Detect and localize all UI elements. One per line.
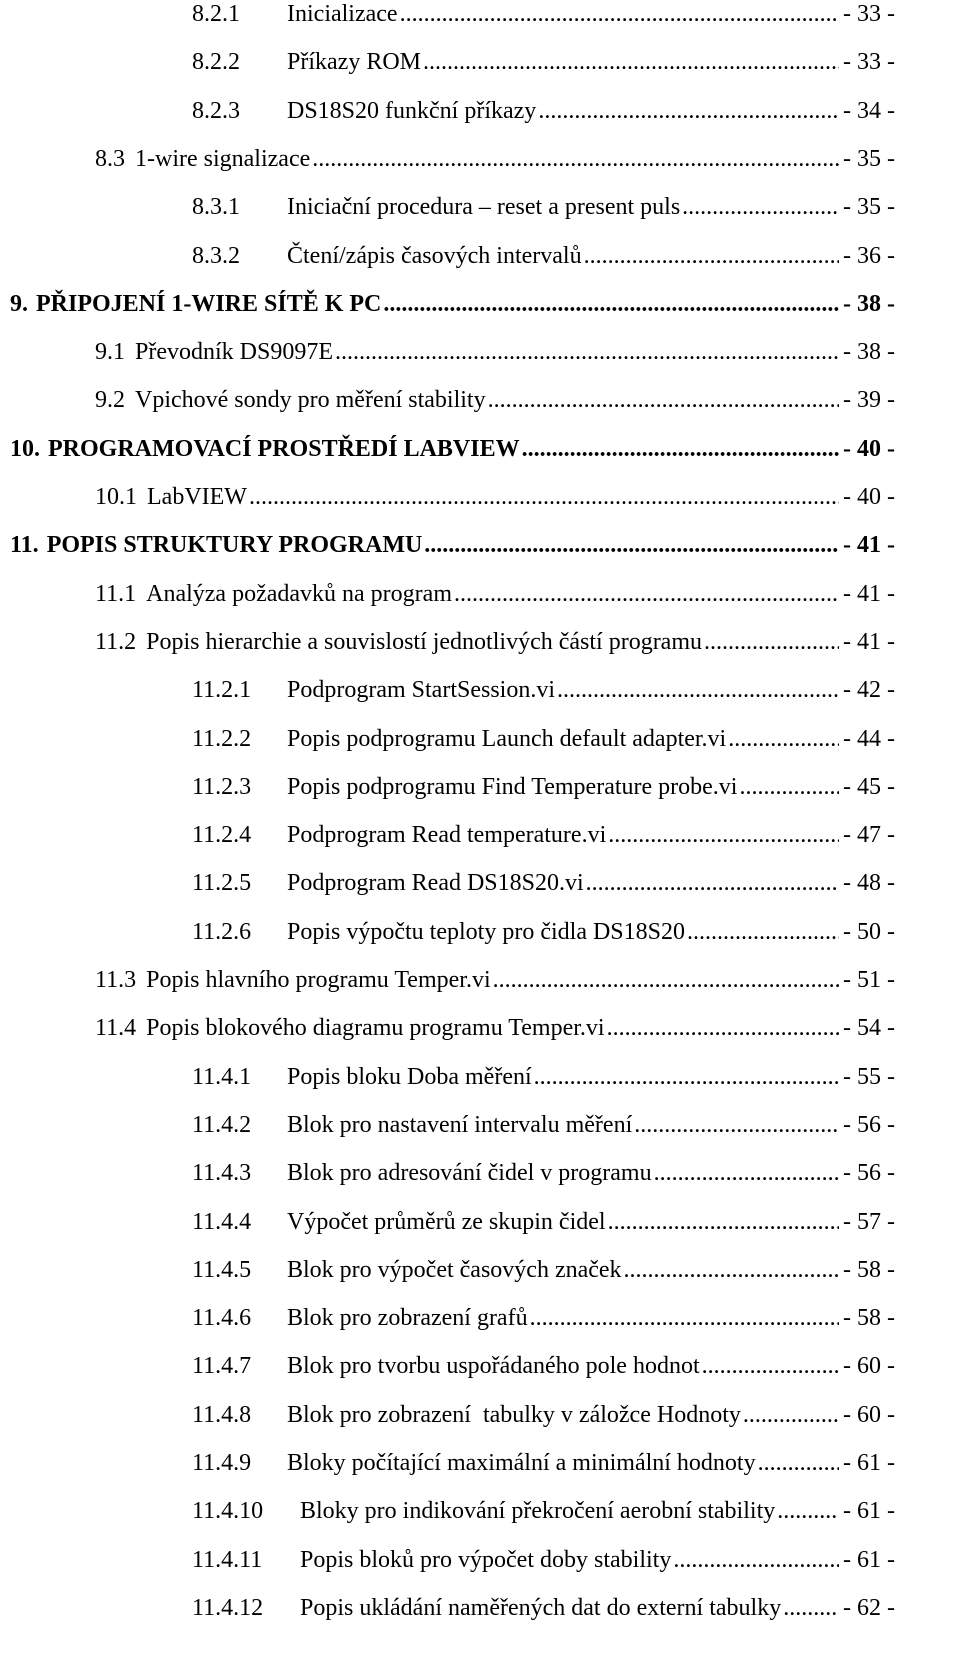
toc-entry[interactable] bbox=[95, 384, 895, 416]
toc-entry[interactable] bbox=[95, 626, 895, 658]
toc-entry-title: 1-wire signalizace bbox=[135, 145, 311, 172]
toc-entry-number: 11.4.12 bbox=[192, 1594, 264, 1621]
toc-leader-dots bbox=[530, 1302, 839, 1334]
toc-entry-page: - 56 - bbox=[843, 1160, 895, 1187]
toc-entry-title: Iniciační procedura – reset a present puls bbox=[287, 194, 681, 221]
toc-entry-number: 8.2.1 bbox=[192, 1, 240, 27]
toc-entry-number: 11.4.2 bbox=[192, 1111, 252, 1138]
toc-entry[interactable] bbox=[192, 1544, 895, 1576]
toc-entry-title: Podprogram StartSession.vi bbox=[287, 677, 555, 704]
toc-entry-page: - 47 - bbox=[843, 822, 895, 849]
toc-leader-dots bbox=[586, 867, 839, 899]
toc-entry[interactable] bbox=[192, 1592, 895, 1624]
toc-entry-number: 11. bbox=[10, 532, 39, 559]
toc-entry-title: Bloky pro indikování překročení aerobní stability bbox=[300, 1498, 776, 1525]
toc-entry[interactable] bbox=[192, 0, 895, 30]
toc-leader-dots bbox=[400, 0, 839, 30]
toc-entry[interactable] bbox=[192, 771, 895, 803]
toc-entry-number: 8.3 bbox=[95, 145, 125, 172]
toc-entry-number: 11.3 bbox=[95, 967, 137, 993]
toc-entry-page: - 42 - bbox=[843, 677, 895, 704]
toc-entry-page: - 41 - bbox=[843, 532, 895, 559]
toc-leader-dots bbox=[728, 723, 839, 755]
toc-entry-title: Analýza požadavků na program bbox=[146, 580, 452, 607]
toc-leader-dots bbox=[654, 1157, 839, 1189]
toc-entry-title: Popis podprogramu Launch default adapter.vi bbox=[287, 725, 727, 752]
toc-entry[interactable] bbox=[192, 1061, 895, 1093]
toc-entry-page: - 33 - bbox=[843, 1, 895, 27]
toc-entry-page: - 38 - bbox=[843, 339, 895, 366]
toc-entry-title: LabVIEW bbox=[147, 484, 247, 510]
toc-entry-title: Popis výpočtu teploty pro čidla DS18S20 bbox=[287, 918, 685, 945]
toc-entry-title: POPIS STRUKTURY PROGRAMU bbox=[46, 532, 423, 559]
toc-leader-dots bbox=[493, 964, 839, 996]
toc-leader-dots bbox=[739, 771, 839, 803]
toc-entry-number: 11.4.5 bbox=[192, 1256, 252, 1283]
toc-entry-title: PŘIPOJENÍ 1-WIRE SÍTĚ K PC bbox=[36, 290, 382, 317]
toc-entry-page: - 50 - bbox=[843, 918, 895, 945]
toc-entry-page: - 60 - bbox=[843, 1401, 895, 1428]
toc-entry[interactable] bbox=[192, 1495, 895, 1527]
toc-entry-page: - 33 - bbox=[843, 49, 895, 76]
toc-entry-number: 11.1 bbox=[95, 580, 137, 607]
toc-entry-page: - 62 - bbox=[843, 1594, 895, 1621]
toc-entry[interactable] bbox=[192, 819, 895, 851]
toc-entry-page: - 41 - bbox=[843, 628, 895, 655]
toc-entry-title: Blok pro tvorbu uspořádaného pole hodnot bbox=[287, 1353, 700, 1380]
toc-entry[interactable] bbox=[95, 143, 895, 175]
toc-entry[interactable] bbox=[192, 674, 895, 706]
toc-entry[interactable] bbox=[192, 1109, 895, 1141]
toc-entry-title: Blok pro zobrazení tabulky v záložce Hodnoty bbox=[287, 1401, 741, 1428]
toc-entry-number: 9.2 bbox=[95, 387, 125, 414]
toc-entry-number: 8.2.3 bbox=[192, 97, 240, 124]
toc-entry-page: - 54 - bbox=[843, 1015, 895, 1042]
toc-entry[interactable] bbox=[192, 723, 895, 755]
toc-entry-page: - 44 - bbox=[843, 725, 895, 752]
toc-leader-dots bbox=[704, 626, 839, 658]
toc-leader-dots bbox=[534, 1061, 839, 1093]
toc-entry-page: - 39 - bbox=[843, 387, 895, 414]
toc-entry[interactable] bbox=[192, 1157, 895, 1189]
toc-entry-number: 11.4.3 bbox=[192, 1160, 252, 1187]
toc-entry-title: Podprogram Read DS18S20.vi bbox=[287, 870, 584, 897]
toc-entry-number: 11.4 bbox=[95, 1015, 137, 1042]
toc-entry-number: 11.2.1 bbox=[192, 677, 252, 704]
toc-leader-dots bbox=[488, 384, 839, 416]
toc-entry-number: 11.4.9 bbox=[192, 1450, 252, 1476]
toc-entry-number: 11.4.1 bbox=[192, 1063, 252, 1090]
toc-entry-page: - 35 - bbox=[843, 145, 895, 172]
toc-entry[interactable] bbox=[10, 529, 895, 561]
toc-leader-dots bbox=[687, 916, 839, 948]
toc-entry-page: - 58 - bbox=[843, 1256, 895, 1283]
toc-entry-page: - 56 - bbox=[843, 1111, 895, 1138]
toc-entry-number: 11.4.8 bbox=[192, 1401, 252, 1428]
toc-entry-title: Popis ukládání naměřených dat do externí tabulky bbox=[300, 1594, 782, 1621]
toc-entry[interactable] bbox=[95, 1012, 895, 1044]
toc-entry-number: 11.2.5 bbox=[192, 870, 252, 897]
toc-entry-page: - 41 - bbox=[843, 580, 895, 607]
toc-leader-dots bbox=[624, 1254, 839, 1286]
toc-entry[interactable] bbox=[10, 288, 895, 320]
toc-leader-dots bbox=[673, 1544, 839, 1576]
toc-entry[interactable] bbox=[192, 1447, 895, 1479]
toc-leader-dots bbox=[607, 1012, 839, 1044]
toc-entry-page: - 36 - bbox=[843, 242, 895, 269]
toc-leader-dots bbox=[777, 1495, 839, 1527]
toc-leader-dots bbox=[538, 95, 839, 127]
toc-leader-dots bbox=[383, 288, 839, 320]
toc-entry-title: Inicializace bbox=[287, 1, 398, 27]
toc-entry-page: - 40 - bbox=[843, 435, 895, 462]
toc-entry-number: 8.3.2 bbox=[192, 242, 240, 269]
toc-entry-number: 10.1 bbox=[95, 484, 137, 510]
toc-entry-title: DS18S20 funkční příkazy bbox=[287, 97, 537, 124]
toc-entry[interactable] bbox=[95, 336, 895, 368]
toc-leader-dots bbox=[557, 674, 839, 706]
toc-entry-page: - 58 - bbox=[843, 1305, 895, 1332]
toc-entry-page: - 40 - bbox=[843, 484, 895, 510]
toc-entry-number: 11.4.10 bbox=[192, 1498, 264, 1525]
toc-entry[interactable] bbox=[192, 1254, 895, 1286]
toc-entry-page: - 61 - bbox=[843, 1450, 895, 1476]
toc-leader-dots bbox=[335, 336, 839, 368]
toc-entry[interactable] bbox=[192, 240, 895, 272]
toc-entry-number: 11.4.6 bbox=[192, 1305, 252, 1332]
toc-entry-page: - 51 - bbox=[843, 967, 895, 993]
toc-entry-title: Podprogram Read temperature.vi bbox=[287, 822, 607, 849]
toc-leader-dots bbox=[682, 191, 839, 223]
toc-entry-title: Blok pro výpočet časových značek bbox=[287, 1256, 622, 1283]
toc-entry[interactable] bbox=[10, 433, 895, 465]
toc-entry-page: - 48 - bbox=[843, 870, 895, 897]
toc-leader-dots bbox=[584, 240, 839, 272]
toc-entry-title: Bloky počítající maximální a minimální hodnoty bbox=[287, 1450, 756, 1476]
toc-entry-title: Převodník DS9097E bbox=[135, 339, 333, 366]
toc-leader-dots bbox=[783, 1592, 839, 1624]
toc-entry-number: 9.1 bbox=[95, 339, 125, 366]
toc-leader-dots bbox=[522, 433, 839, 465]
toc-leader-dots bbox=[423, 46, 839, 78]
toc-entry[interactable] bbox=[192, 95, 895, 127]
toc-entry-number: 11.4.7 bbox=[192, 1353, 252, 1380]
toc-entry-page: - 60 - bbox=[843, 1353, 895, 1380]
toc-leader-dots bbox=[608, 819, 839, 851]
toc-entry-number: 11.2.3 bbox=[192, 773, 252, 800]
toc-entry-title: Blok pro nastavení intervalu měření bbox=[287, 1111, 633, 1138]
toc-entry[interactable] bbox=[95, 481, 895, 513]
toc-entry[interactable] bbox=[192, 191, 895, 223]
toc-entry-number: 8.2.2 bbox=[192, 49, 240, 76]
toc-entry-title: Popis bloku Doba měření bbox=[287, 1063, 532, 1090]
toc-entry-title: Popis blokového diagramu programu Temper.vi bbox=[146, 1015, 605, 1042]
toc-entry-title: Čtení/zápis časových intervalů bbox=[287, 242, 582, 269]
toc-entry-number: 8.3.1 bbox=[192, 194, 240, 221]
toc-entry-title: Popis hlavního programu Temper.vi bbox=[146, 967, 491, 993]
toc-leader-dots bbox=[758, 1447, 839, 1479]
toc-entry[interactable] bbox=[192, 1206, 895, 1238]
toc-entry-title: Popis bloků pro výpočet doby stability bbox=[300, 1546, 672, 1573]
toc-entry-title: PROGRAMOVACÍ PROSTŘEDÍ LABVIEW bbox=[48, 435, 520, 462]
toc-entry-title: Blok pro adresování čidel v programu bbox=[287, 1160, 652, 1187]
toc-entry-title: Blok pro zobrazení grafů bbox=[287, 1305, 528, 1332]
toc-entry[interactable] bbox=[95, 578, 895, 610]
toc-entry-title: Příkazy ROM bbox=[287, 49, 421, 76]
toc-entry-page: - 45 - bbox=[843, 773, 895, 800]
toc-entry-page: - 57 - bbox=[843, 1208, 895, 1235]
toc-entry[interactable] bbox=[192, 1399, 895, 1431]
toc-leader-dots bbox=[454, 578, 839, 610]
toc-entry-title: Popis hierarchie a souvislostí jednotlivých částí programu bbox=[146, 628, 702, 655]
toc-entry-number: 11.2.6 bbox=[192, 918, 252, 945]
toc-entry-page: - 61 - bbox=[843, 1546, 895, 1573]
toc-entry-title: Vpichové sondy pro měření stability bbox=[135, 387, 486, 414]
toc-entry-number: 11.2.2 bbox=[192, 725, 252, 752]
toc-entry-page: - 35 - bbox=[843, 194, 895, 221]
toc-entry[interactable] bbox=[192, 1302, 895, 1334]
toc-entry-number: 11.4.4 bbox=[192, 1208, 252, 1235]
toc-leader-dots bbox=[249, 481, 839, 513]
toc-entry-page: - 38 - bbox=[843, 290, 895, 317]
toc-entry-number: 11.4.11 bbox=[192, 1546, 263, 1573]
toc-leader-dots bbox=[702, 1350, 839, 1382]
toc-entry-number: 11.2 bbox=[95, 628, 137, 655]
toc-entry[interactable] bbox=[192, 46, 895, 78]
toc-leader-dots bbox=[424, 529, 839, 561]
toc-entry[interactable] bbox=[192, 867, 895, 899]
toc-leader-dots bbox=[312, 143, 839, 175]
toc-entry-title: Popis podprogramu Find Temperature probe.vi bbox=[287, 773, 738, 800]
toc-entry-number: 9. bbox=[10, 290, 28, 317]
toc-entry-title: Výpočet průměrů ze skupin čidel bbox=[287, 1208, 606, 1235]
toc-leader-dots bbox=[634, 1109, 839, 1141]
toc-entry[interactable] bbox=[95, 964, 895, 996]
toc-entry-page: - 34 - bbox=[843, 97, 895, 124]
toc-entry[interactable] bbox=[192, 1350, 895, 1382]
toc-entry-page: - 55 - bbox=[843, 1063, 895, 1090]
toc-entry-number: 10. bbox=[10, 435, 40, 462]
toc-entry[interactable] bbox=[192, 916, 895, 948]
toc-leader-dots bbox=[608, 1206, 839, 1238]
toc-entry-page: - 61 - bbox=[843, 1498, 895, 1525]
toc-leader-dots bbox=[743, 1399, 839, 1431]
toc-entry-number: 11.2.4 bbox=[192, 822, 252, 849]
